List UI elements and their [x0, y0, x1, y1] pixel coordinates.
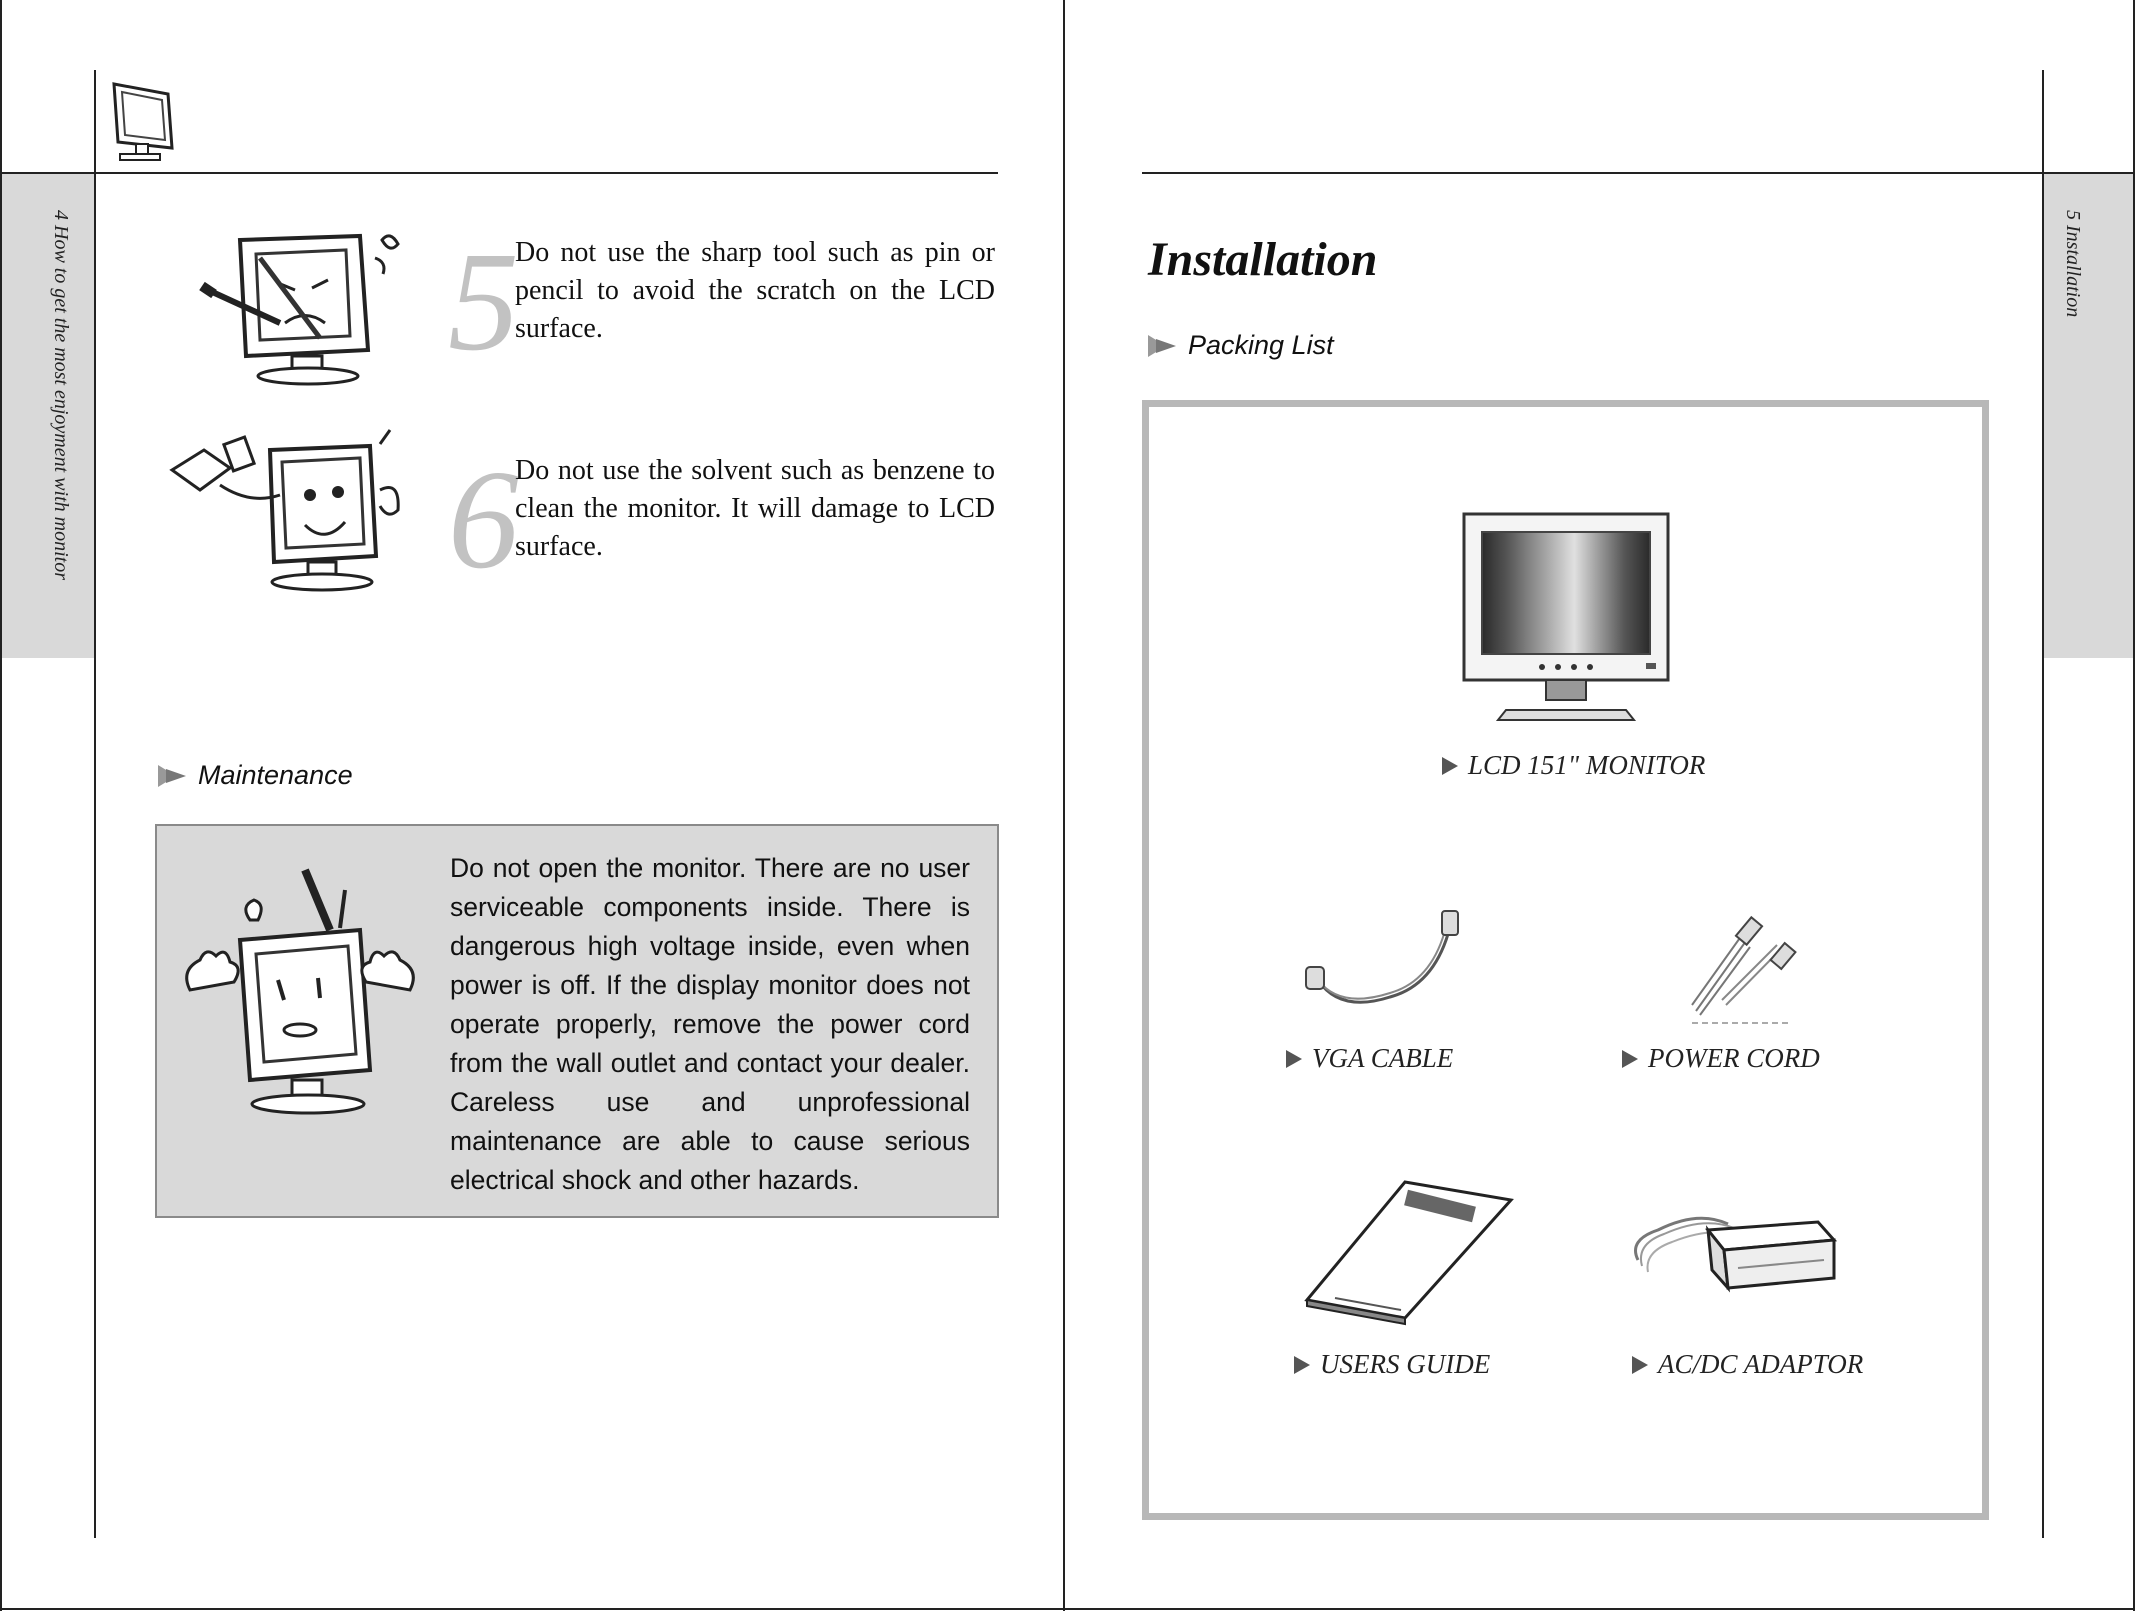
section-arrow-icon [1148, 335, 1178, 357]
lcd-monitor-label [1442, 750, 1705, 781]
power-cord-label-text: POWER CORD [1648, 1043, 1820, 1073]
left-header-rule [0, 172, 998, 174]
maintenance-text: Do not open the monitor. There are no user serviceable components inside. There is dangerous high voltage inside, even when power is off. If the display monitor does not operate properly, remove the power cord from the wall outlet and contact your dealer. Careless use and unprofessional maintenance are able to cause serious electrical shock and other hazards. [450, 853, 970, 1195]
ac-dc-adaptor-label-text: AC/DC ADAPTOR [1658, 1349, 1864, 1379]
bullet-triangle-icon [1632, 1356, 1648, 1374]
packing-list-heading-label: Packing List [1188, 330, 1334, 360]
monitor-header-icon [110, 80, 180, 164]
packing-list-heading [1148, 330, 1334, 361]
left-side-tab [2, 174, 94, 658]
right-side-tab-label: 5 Installation [2062, 210, 2084, 318]
tip-6-number: 6 [448, 440, 519, 598]
tip-5-number: 5 [448, 222, 519, 380]
monitor-scratched-illustration [200, 228, 410, 388]
right-header-rule [1142, 172, 2135, 174]
users-guide-label-text: USERS GUIDE [1320, 1349, 1491, 1379]
power-cord-image [1682, 905, 1812, 1025]
page-spine [1063, 0, 1065, 1611]
users-guide-image [1305, 1180, 1515, 1320]
bullet-triangle-icon [1442, 757, 1458, 775]
bottom-edge [0, 1608, 2135, 1610]
left-side-tab-label: 4 How to get the most enjoyment with monitor [50, 210, 72, 580]
ac-dc-adaptor-label [1632, 1349, 1863, 1380]
lcd-monitor-image [1462, 512, 1670, 727]
left-margin-line [94, 70, 96, 1538]
maintenance-heading [158, 760, 353, 791]
right-side-tab [2044, 174, 2133, 658]
monitor-worried-illustration [180, 860, 420, 1130]
page-title: Installation [1148, 233, 1378, 286]
monitor-solvent-illustration [170, 430, 410, 600]
bullet-triangle-icon [1294, 1356, 1310, 1374]
bullet-triangle-icon [1622, 1050, 1638, 1068]
vga-cable-image [1300, 905, 1470, 1015]
vga-cable-label-text: VGA CABLE [1312, 1043, 1454, 1073]
lcd-monitor-label-text: LCD 151" MONITOR [1468, 750, 1706, 780]
users-guide-label [1294, 1349, 1490, 1380]
bullet-triangle-icon [1286, 1050, 1302, 1068]
tip-5-text: Do not use the sharp tool such as pin or pencil to avoid the scratch on the LCD surface. [515, 237, 995, 344]
maintenance-heading-label: Maintenance [198, 760, 353, 790]
tip-6-text: Do not use the solvent such as benzene to clean the monitor. It will damage to LCD surface. [515, 455, 995, 562]
ac-dc-adaptor-image [1628, 1200, 1838, 1300]
power-cord-label [1622, 1043, 1820, 1074]
vga-cable-label [1286, 1043, 1453, 1074]
section-arrow-icon [158, 765, 188, 787]
